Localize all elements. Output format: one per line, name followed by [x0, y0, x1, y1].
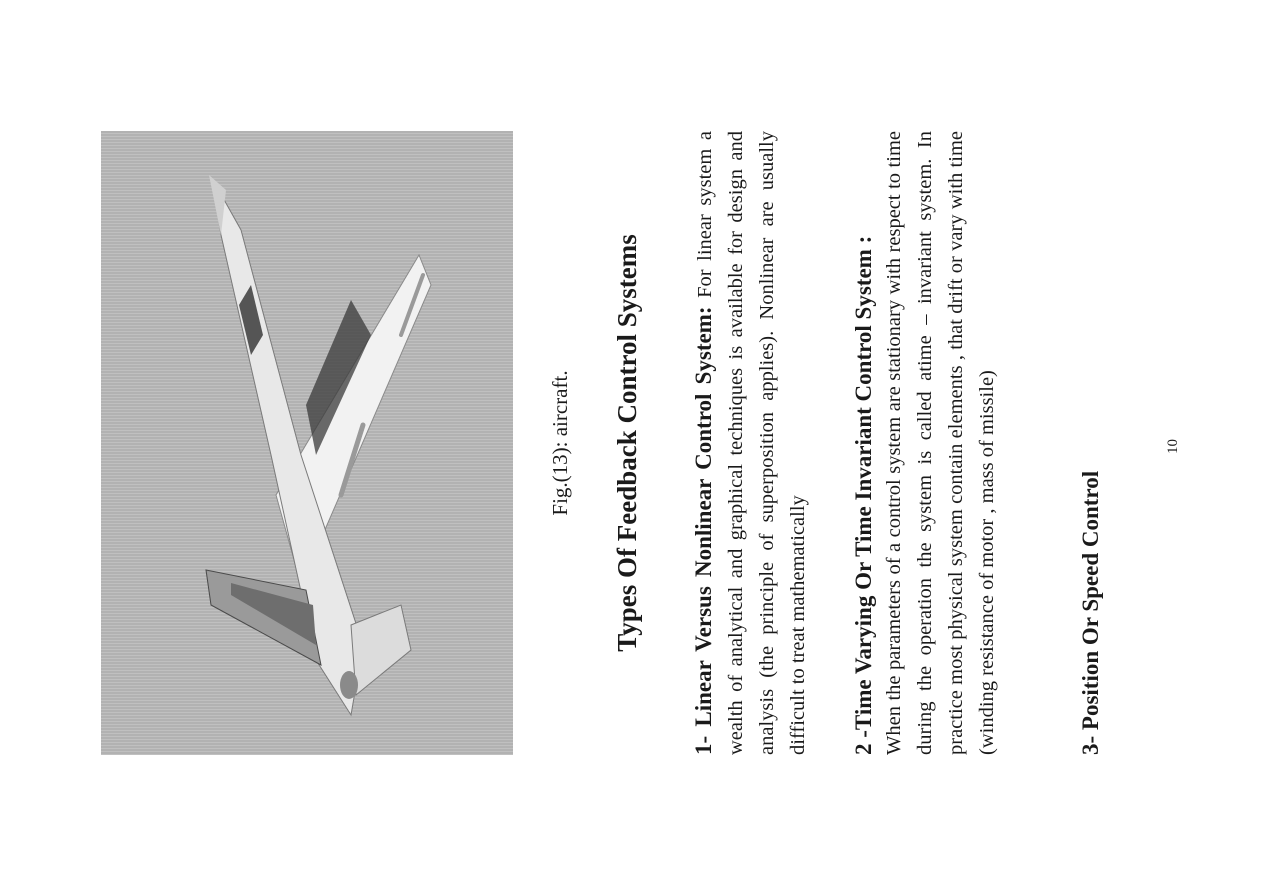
aircraft-photo	[101, 131, 513, 755]
section-body: For linear system a wealth of analytical and graphical techniques is available for design and analysis (the principle of superposition applies). Nonlinear are usually difficult to treat mathematically	[694, 131, 809, 755]
section-time-varying	[848, 131, 1003, 755]
section-linear-nonlinear	[688, 131, 814, 755]
section-title: 2 -Time Varying Or Time Invariant Control System :	[851, 235, 876, 755]
section-heading: Types Of Feedback Control Systems	[612, 234, 642, 652]
figure-caption: Fig.(13): aircraft.	[548, 370, 572, 516]
section-position-speed	[1075, 131, 1106, 755]
section-title: 1- Linear Versus Nonlinear Control System:	[691, 306, 716, 755]
page-number: 10	[1165, 439, 1181, 454]
section-title: 3- Position Or Speed Control	[1078, 470, 1103, 755]
fighter-jet-icon	[101, 131, 513, 755]
section-body: When the parameters of a control system are stationary with respect to time during the operation the system is called atime – invariant system. In practice most physical system contain elements , that drift or vary with time (winding resistance of motor , mass of missile)	[883, 131, 998, 755]
